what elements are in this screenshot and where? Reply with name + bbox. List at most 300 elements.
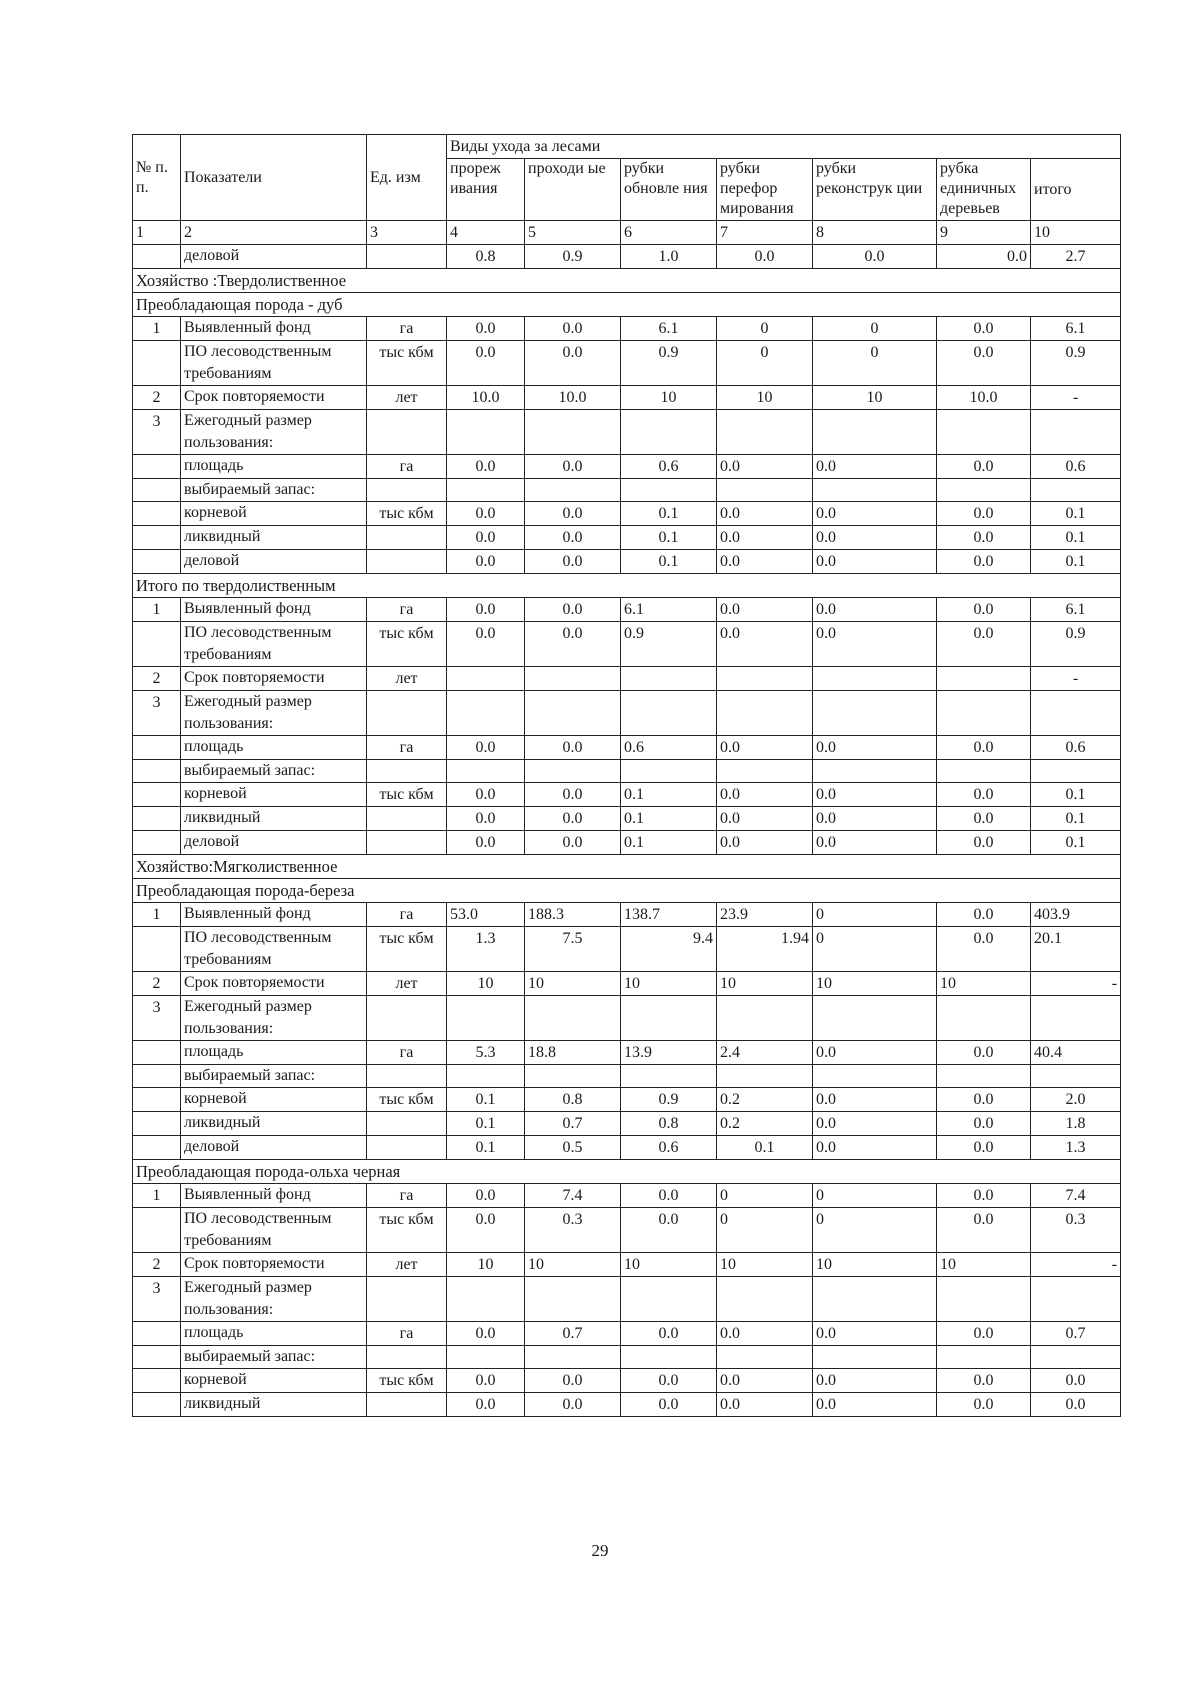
- row-number: [133, 341, 181, 386]
- value-cell: 0.0: [717, 526, 813, 550]
- row-label: ликвидный: [181, 526, 367, 550]
- table-row: [133, 972, 1121, 996]
- row-number: 2: [133, 386, 181, 410]
- row-number: [133, 1208, 181, 1253]
- value-cell: [813, 667, 937, 691]
- row-label: корневой: [181, 502, 367, 526]
- value-cell: [717, 1346, 813, 1369]
- value-cell: 10: [447, 1253, 525, 1277]
- value-cell: 0.1: [717, 1136, 813, 1160]
- value-cell: 0.8: [621, 1112, 717, 1136]
- value-cell: 0.1: [621, 807, 717, 831]
- row-unit: га: [367, 1041, 447, 1065]
- value-cell: 1.0: [621, 245, 717, 269]
- value-cell: [717, 691, 813, 736]
- value-cell: 0: [813, 317, 937, 341]
- row-unit: лет: [367, 972, 447, 996]
- row-label: выбираемый запас:: [181, 1346, 367, 1369]
- row-unit: тыс кбм: [367, 341, 447, 386]
- section-title: Преобладающая порода-ольха черная: [133, 1160, 1121, 1184]
- header-type: прореж ивания: [447, 159, 525, 221]
- value-cell: 0: [813, 1208, 937, 1253]
- value-cell: [621, 410, 717, 455]
- value-cell: 0.0: [813, 1393, 937, 1417]
- value-cell: [937, 410, 1031, 455]
- row-number: [133, 1136, 181, 1160]
- value-cell: 0.0: [717, 502, 813, 526]
- row-unit: тыс кбм: [367, 1088, 447, 1112]
- value-cell: 0.0: [937, 317, 1031, 341]
- value-cell: 0.9: [621, 622, 717, 667]
- row-number: [133, 736, 181, 760]
- value-cell: 10: [813, 1253, 937, 1277]
- value-cell: 0.0: [525, 831, 621, 855]
- value-cell: 0.6: [1031, 736, 1121, 760]
- value-cell: 0.1: [621, 831, 717, 855]
- row-unit: га: [367, 1184, 447, 1208]
- value-cell: 0.0: [447, 1184, 525, 1208]
- row-unit: тыс кбм: [367, 927, 447, 972]
- table-row: [133, 455, 1121, 479]
- row-unit: [367, 1346, 447, 1369]
- col-number: 9: [937, 221, 1031, 245]
- value-cell: [1031, 1346, 1121, 1369]
- value-cell: 0.0: [525, 1393, 621, 1417]
- value-cell: 0.7: [525, 1112, 621, 1136]
- col-number: 3: [367, 221, 447, 245]
- value-cell: [937, 760, 1031, 783]
- value-cell: [525, 760, 621, 783]
- table-row: [133, 526, 1121, 550]
- section-row: [133, 855, 1121, 879]
- value-cell: 0.0: [813, 1136, 937, 1160]
- section-title: Преобладающая порода-береза: [133, 879, 1121, 903]
- header-unit: Ед. изм: [367, 135, 447, 221]
- row-number: [133, 245, 181, 269]
- row-unit: га: [367, 1322, 447, 1346]
- table-row: [133, 341, 1121, 386]
- value-cell: [717, 667, 813, 691]
- value-cell: [1031, 760, 1121, 783]
- value-cell: 0.6: [621, 736, 717, 760]
- value-cell: 6.1: [621, 598, 717, 622]
- row-label: выбираемый запас:: [181, 479, 367, 502]
- row-unit: [367, 1136, 447, 1160]
- value-cell: 0.0: [525, 317, 621, 341]
- table-row: [133, 1253, 1121, 1277]
- header-type: рубка единичных деревьев: [937, 159, 1031, 221]
- value-cell: [1031, 691, 1121, 736]
- value-cell: 0.0: [447, 317, 525, 341]
- value-cell: 0.0: [525, 455, 621, 479]
- value-cell: 0.0: [937, 1041, 1031, 1065]
- row-label: ПО лесоводственным требованиям: [181, 622, 367, 667]
- row-unit: [367, 479, 447, 502]
- value-cell: 403.9: [1031, 903, 1121, 927]
- row-number: 3: [133, 410, 181, 455]
- value-cell: 0.0: [937, 1112, 1031, 1136]
- row-unit: тыс кбм: [367, 1208, 447, 1253]
- col-number: 4: [447, 221, 525, 245]
- value-cell: 0: [717, 317, 813, 341]
- value-cell: 0.0: [447, 598, 525, 622]
- value-cell: 0.0: [937, 341, 1031, 386]
- value-cell: 7.5: [525, 927, 621, 972]
- value-cell: 0.0: [525, 1369, 621, 1393]
- value-cell: 0.0: [717, 455, 813, 479]
- value-cell: 0.0: [447, 1208, 525, 1253]
- value-cell: 0.0: [937, 455, 1031, 479]
- value-cell: 0.1: [1031, 526, 1121, 550]
- row-label: Срок повторяемости: [181, 972, 367, 996]
- row-unit: тыс кбм: [367, 502, 447, 526]
- value-cell: 0.0: [813, 1322, 937, 1346]
- value-cell: 0.1: [1031, 783, 1121, 807]
- value-cell: 0.0: [447, 455, 525, 479]
- value-cell: 0.0: [525, 807, 621, 831]
- row-label: ПО лесоводственным требованиям: [181, 341, 367, 386]
- section-title: Хозяйство :Твердолиственное: [133, 269, 1121, 293]
- value-cell: 0: [717, 341, 813, 386]
- row-number: [133, 1041, 181, 1065]
- row-number: 2: [133, 1253, 181, 1277]
- value-cell: 0.0: [813, 1088, 937, 1112]
- value-cell: 13.9: [621, 1041, 717, 1065]
- section-row: [133, 293, 1121, 317]
- value-cell: 0.0: [525, 736, 621, 760]
- header-group: Виды ухода за лесами: [447, 135, 1121, 159]
- table-row: [133, 550, 1121, 574]
- value-cell: 2.4: [717, 1041, 813, 1065]
- value-cell: 0.0: [813, 550, 937, 574]
- row-number: [133, 479, 181, 502]
- row-label: Ежегодный размер пользования:: [181, 996, 367, 1041]
- row-unit: [367, 1277, 447, 1322]
- value-cell: 0.0: [813, 245, 937, 269]
- value-cell: 0.1: [1031, 831, 1121, 855]
- value-cell: 0.3: [525, 1208, 621, 1253]
- value-cell: 0.0: [447, 341, 525, 386]
- col-number: 8: [813, 221, 937, 245]
- value-cell: [621, 996, 717, 1041]
- row-label: площадь: [181, 455, 367, 479]
- value-cell: [447, 1065, 525, 1088]
- value-cell: 0.9: [621, 341, 717, 386]
- value-cell: 0.0: [717, 550, 813, 574]
- table-row: [133, 1322, 1121, 1346]
- header-row-numbers: [133, 221, 1121, 245]
- row-unit: [367, 760, 447, 783]
- value-cell: 0.0: [937, 526, 1031, 550]
- value-cell: 0.0: [447, 526, 525, 550]
- value-cell: [621, 1277, 717, 1322]
- row-label: ПО лесоводственным требованиям: [181, 1208, 367, 1253]
- row-unit: [367, 831, 447, 855]
- value-cell: 0.0: [937, 1184, 1031, 1208]
- value-cell: 0.0: [525, 526, 621, 550]
- value-cell: [717, 760, 813, 783]
- value-cell: 1.8: [1031, 1112, 1121, 1136]
- value-cell: 0.0: [447, 550, 525, 574]
- value-cell: 0.0: [525, 622, 621, 667]
- table-row: [133, 502, 1121, 526]
- value-cell: 6.1: [621, 317, 717, 341]
- row-unit: [367, 996, 447, 1041]
- row-label: Срок повторяемости: [181, 386, 367, 410]
- value-cell: 6.1: [1031, 598, 1121, 622]
- value-cell: 10: [621, 386, 717, 410]
- row-number: 2: [133, 972, 181, 996]
- value-cell: 0.6: [621, 455, 717, 479]
- row-number: 1: [133, 598, 181, 622]
- row-label: площадь: [181, 1322, 367, 1346]
- value-cell: [447, 1346, 525, 1369]
- value-cell: 0.0: [937, 831, 1031, 855]
- table-row: [133, 1346, 1121, 1369]
- value-cell: 10: [525, 972, 621, 996]
- value-cell: 0.0: [621, 1208, 717, 1253]
- value-cell: 0.0: [621, 1184, 717, 1208]
- table-row: [133, 1112, 1121, 1136]
- value-cell: -: [1031, 667, 1121, 691]
- row-label: Выявленный фонд: [181, 598, 367, 622]
- col-number: 6: [621, 221, 717, 245]
- row-label: деловой: [181, 831, 367, 855]
- row-number: [133, 622, 181, 667]
- value-cell: [447, 479, 525, 502]
- value-cell: [717, 479, 813, 502]
- value-cell: [813, 691, 937, 736]
- value-cell: 0.5: [525, 1136, 621, 1160]
- row-number: [133, 760, 181, 783]
- row-unit: га: [367, 317, 447, 341]
- row-label: корневой: [181, 1088, 367, 1112]
- row-number: 3: [133, 691, 181, 736]
- value-cell: [937, 479, 1031, 502]
- row-unit: га: [367, 736, 447, 760]
- header-num: № п. п.: [133, 135, 181, 221]
- value-cell: 0.0: [447, 736, 525, 760]
- value-cell: 0.0: [525, 783, 621, 807]
- row-unit: лет: [367, 667, 447, 691]
- row-number: [133, 526, 181, 550]
- value-cell: 0: [717, 1208, 813, 1253]
- row-number: [133, 1088, 181, 1112]
- table-row: [133, 479, 1121, 502]
- value-cell: 0.7: [1031, 1322, 1121, 1346]
- row-number: 1: [133, 1184, 181, 1208]
- value-cell: 0.6: [1031, 455, 1121, 479]
- value-cell: 18.8: [525, 1041, 621, 1065]
- row-label: ликвидный: [181, 807, 367, 831]
- value-cell: 10: [717, 972, 813, 996]
- value-cell: 0.1: [621, 526, 717, 550]
- value-cell: 0: [813, 341, 937, 386]
- value-cell: 0.0: [525, 341, 621, 386]
- table-row: [133, 1136, 1121, 1160]
- value-cell: 0.0: [937, 1136, 1031, 1160]
- table-row: [133, 807, 1121, 831]
- value-cell: 0.0: [813, 526, 937, 550]
- row-unit: [367, 1112, 447, 1136]
- table-body: [133, 135, 1121, 1417]
- value-cell: 0.1: [621, 550, 717, 574]
- row-number: 1: [133, 317, 181, 341]
- row-label: корневой: [181, 783, 367, 807]
- section-title: Хозяйство:Мягколиственное: [133, 855, 1121, 879]
- value-cell: 0.0: [813, 783, 937, 807]
- value-cell: 10: [525, 1253, 621, 1277]
- value-cell: [813, 410, 937, 455]
- value-cell: 10: [447, 972, 525, 996]
- value-cell: [813, 1277, 937, 1322]
- row-label: Ежегодный размер пользования:: [181, 691, 367, 736]
- row-unit: тыс кбм: [367, 1369, 447, 1393]
- section-title: Итого по твердолиственным: [133, 574, 1121, 598]
- value-cell: 0.0: [937, 598, 1031, 622]
- value-cell: 0.0: [937, 1369, 1031, 1393]
- value-cell: 0.8: [447, 245, 525, 269]
- value-cell: -: [1031, 1253, 1121, 1277]
- row-number: [133, 783, 181, 807]
- value-cell: [1031, 996, 1121, 1041]
- row-unit: [367, 1393, 447, 1417]
- row-label: ликвидный: [181, 1393, 367, 1417]
- forest-care-table: [132, 134, 1121, 1417]
- value-cell: [717, 1065, 813, 1088]
- value-cell: 0.9: [1031, 622, 1121, 667]
- value-cell: 0.9: [621, 1088, 717, 1112]
- row-label: деловой: [181, 550, 367, 574]
- value-cell: 10: [937, 1253, 1031, 1277]
- value-cell: 10: [937, 972, 1031, 996]
- row-unit: [367, 526, 447, 550]
- value-cell: 0.0: [813, 831, 937, 855]
- value-cell: [621, 1346, 717, 1369]
- value-cell: 0.0: [717, 831, 813, 855]
- value-cell: 0.9: [525, 245, 621, 269]
- row-unit: тыс кбм: [367, 622, 447, 667]
- value-cell: 0.0: [717, 1393, 813, 1417]
- value-cell: [937, 1277, 1031, 1322]
- value-cell: 0.1: [447, 1088, 525, 1112]
- value-cell: 0: [813, 927, 937, 972]
- value-cell: 0.0: [447, 1393, 525, 1417]
- value-cell: 0.1: [621, 502, 717, 526]
- value-cell: [447, 410, 525, 455]
- table-row: [133, 736, 1121, 760]
- row-unit: [367, 1065, 447, 1088]
- value-cell: [813, 1065, 937, 1088]
- table-row: [133, 1184, 1121, 1208]
- value-cell: 0.0: [717, 245, 813, 269]
- row-unit: га: [367, 598, 447, 622]
- value-cell: 0.0: [937, 622, 1031, 667]
- value-cell: [1031, 479, 1121, 502]
- table-row: [133, 1393, 1121, 1417]
- value-cell: [813, 1346, 937, 1369]
- value-cell: 0.0: [937, 1088, 1031, 1112]
- value-cell: [447, 691, 525, 736]
- value-cell: 0.0: [813, 736, 937, 760]
- table-row: [133, 783, 1121, 807]
- value-cell: 0.0: [621, 1369, 717, 1393]
- value-cell: 0.0: [717, 783, 813, 807]
- value-cell: -: [1031, 972, 1121, 996]
- table-row: [133, 1208, 1121, 1253]
- value-cell: 10: [621, 1253, 717, 1277]
- row-number: [133, 1322, 181, 1346]
- row-label: выбираемый запас:: [181, 760, 367, 783]
- row-number: 1: [133, 903, 181, 927]
- table-row: [133, 927, 1121, 972]
- value-cell: 0.1: [1031, 502, 1121, 526]
- value-cell: 0.0: [937, 550, 1031, 574]
- col-number: 7: [717, 221, 813, 245]
- value-cell: [525, 1277, 621, 1322]
- value-cell: [447, 667, 525, 691]
- value-cell: 0.1: [1031, 807, 1121, 831]
- value-cell: 0.0: [525, 550, 621, 574]
- value-cell: 0.1: [447, 1136, 525, 1160]
- row-unit: [367, 550, 447, 574]
- value-cell: [525, 691, 621, 736]
- value-cell: 0.0: [447, 1369, 525, 1393]
- value-cell: [447, 996, 525, 1041]
- row-label: Ежегодный размер пользования:: [181, 1277, 367, 1322]
- value-cell: 0.0: [1031, 1369, 1121, 1393]
- row-number: [133, 1112, 181, 1136]
- row-unit: га: [367, 903, 447, 927]
- value-cell: 0: [813, 1184, 937, 1208]
- section-row: [133, 269, 1121, 293]
- value-cell: 0.0: [621, 1393, 717, 1417]
- value-cell: 0.0: [813, 455, 937, 479]
- row-unit: [367, 245, 447, 269]
- value-cell: [813, 479, 937, 502]
- value-cell: 0.0: [717, 736, 813, 760]
- value-cell: 2.0: [1031, 1088, 1121, 1112]
- value-cell: 0.8: [525, 1088, 621, 1112]
- value-cell: 23.9: [717, 903, 813, 927]
- value-cell: 0.0: [717, 807, 813, 831]
- value-cell: [937, 1065, 1031, 1088]
- value-cell: 0.0: [447, 1322, 525, 1346]
- value-cell: 0.0: [525, 598, 621, 622]
- value-cell: 10: [813, 972, 937, 996]
- row-unit: лет: [367, 386, 447, 410]
- value-cell: 0.1: [1031, 550, 1121, 574]
- value-cell: -: [1031, 386, 1121, 410]
- row-label: Выявленный фонд: [181, 903, 367, 927]
- value-cell: [937, 996, 1031, 1041]
- value-cell: [621, 691, 717, 736]
- section-title: Преобладающая порода - дуб: [133, 293, 1121, 317]
- value-cell: 0.0: [937, 903, 1031, 927]
- row-unit: тыс кбм: [367, 783, 447, 807]
- value-cell: 0.0: [717, 622, 813, 667]
- value-cell: [937, 691, 1031, 736]
- value-cell: 53.0: [447, 903, 525, 927]
- value-cell: 188.3: [525, 903, 621, 927]
- value-cell: [525, 667, 621, 691]
- table-row: [133, 317, 1121, 341]
- value-cell: [621, 479, 717, 502]
- row-number: [133, 1346, 181, 1369]
- row-label: ликвидный: [181, 1112, 367, 1136]
- value-cell: 0.0: [447, 783, 525, 807]
- value-cell: 10.0: [525, 386, 621, 410]
